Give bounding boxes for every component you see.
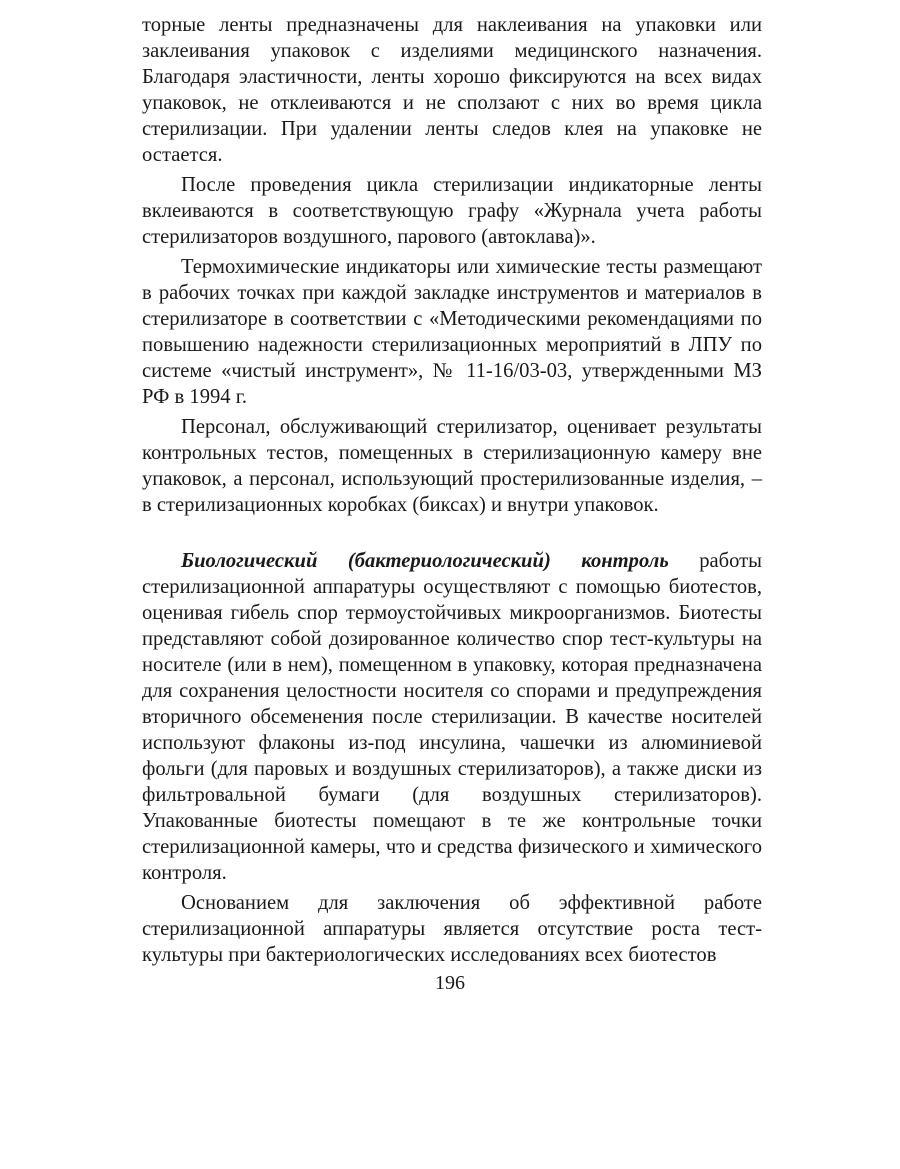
paragraph-conclusion: Основанием для заключения об эффективной работе стерилизационной аппаратуры является отсутствие роста тест-культуры при бактериологических исследованиях всех биотестов: [142, 892, 762, 966]
bio-control-term: Биологический (бактериологический) контроль: [181, 550, 669, 572]
paragraph-personnel-evaluation: Персонал, обслуживающий стерилизатор, оценивает результаты контрольных тестов, помещенных в стерилизационную камеру вне упаковок, а персонал, использующий простерилизованные изделия, – в стерилизационных коробках (биксах) и внутри упаковок.: [142, 416, 762, 516]
paragraph-tapes-description: торные ленты предназначены для наклеивания на упаковки или заклеивания упаковок с изделиями медицинского назначения. Благодаря эластичности, ленты хорошо фиксируются на всех видах упаковок, не отклеиваются и не сползают с них во время цикла стерилизации. При удалении ленты следов клея на упаковке не остается.: [142, 14, 762, 166]
section-gap: [142, 518, 762, 548]
bio-control-text: работы стерилизационной аппаратуры осуществляют с помощью биотестов, оценивая гибель спор термоустойчивых микроорганизмов. Биотесты представляют собой дозированное количество спор тест-культуры на носителе (или в нем), помещенном в упаковку, которая предназначена для сохранения целостности носителя со спорами и предупреждения вторичного обсеменения после стерилизации. В качестве носителей используют флаконы из-под инсулина, чашечки из алюминиевой фольги (для паровых и воздушных стерилизаторов), а также диски из фильтровальной бумаги (для воздушных стерилизаторов). Упакованные биотесты помещают в те же контрольные точки стерилизационной камеры, что и средства физического и химического контроля.: [142, 550, 762, 884]
page-number: 196: [435, 972, 465, 994]
body-text: [142, 12, 762, 968]
paragraph-thermochemical-indicators: Термохимические индикаторы или химические тесты размещают в рабочих точках при каждой закладке инструментов и материалов в стерилизаторе в соответствии с «Методическими рекомендациями по повышению надежности стерилизационных мероприятий в ЛПУ по системе «чистый инструмент», № 11-16/03-03, утвержденными МЗ РФ в 1994 г.: [142, 256, 762, 408]
paragraph-tapes-journal: После проведения цикла стерилизации индикаторные ленты вклеиваются в соответствующую графу «Журнала учета работы стерилизаторов воздушного, парового (автоклава)».: [142, 174, 762, 248]
paragraph-bio-control: [142, 548, 762, 886]
